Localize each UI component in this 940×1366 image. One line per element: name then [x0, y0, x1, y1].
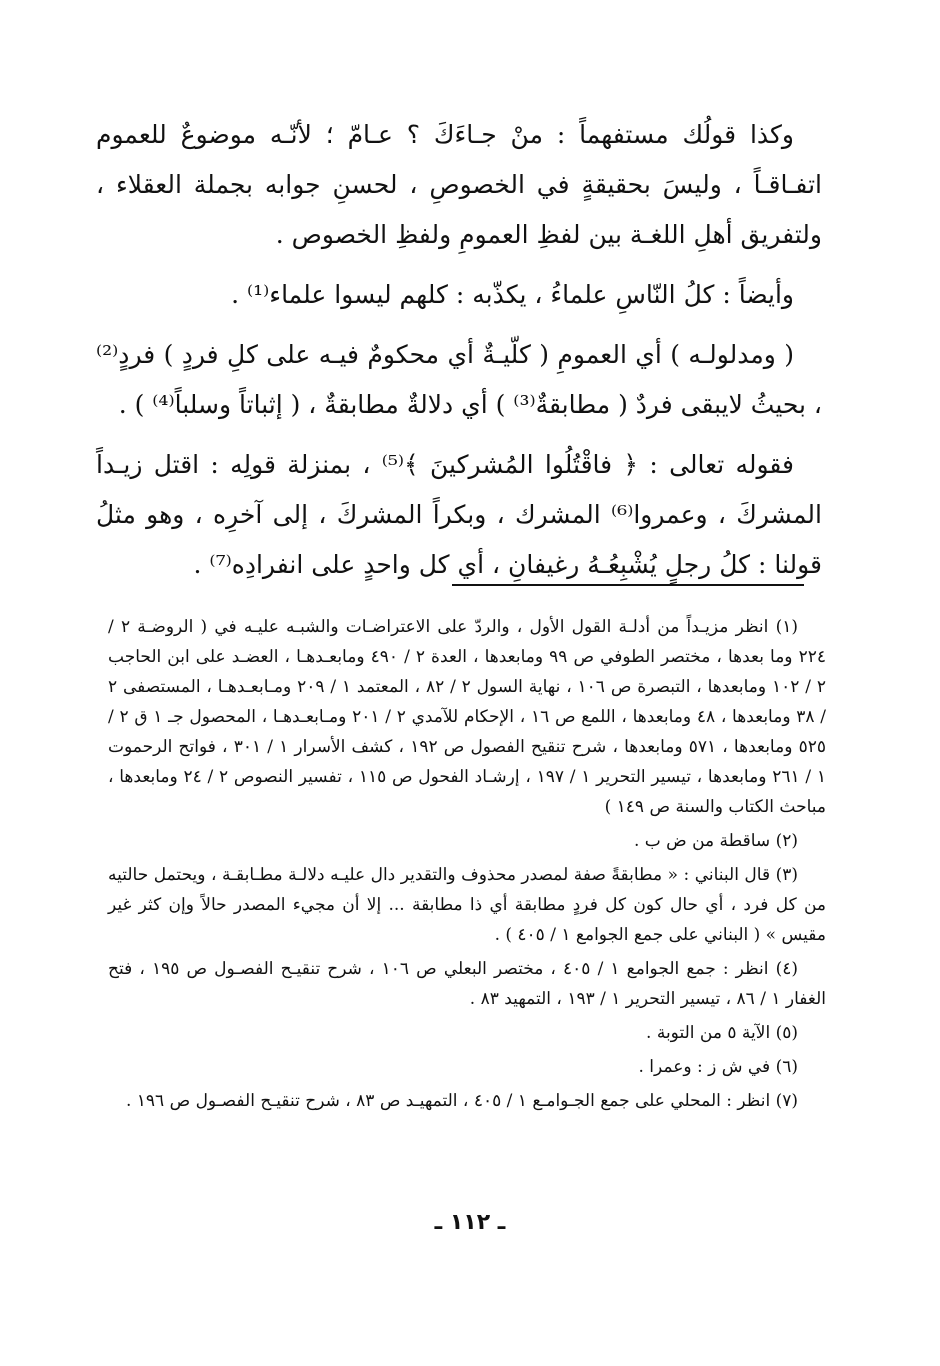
footnote: (١) انظر مزيـداً من أدلـة القول الأول ، والردّ على الاعتراضـات والشبـه عليـه في ( الروضـة ٢ / ٢٢٤ وما بعدها ، مختصر الطوفي ص ٩٩ ومابعدها ، العدة ٢ / ٤٩٠ ومابعـدهـا ، العضـد على ابن الحاجب ٢ / ١٠٢ ومابعدها ، التبصرة ص ١٠٦ ، نهاية السول ٢ / ٨٢ ، المعتمد ١ / ٢٠٩ ومـابعـدهـا ، المستصفى ٢ / ٣٨ ومابعدها ، ٤٨ ومابعدها ، اللمع ص ١٦ ، الإحكام للآمدي ٢ / ٢٠١ ومـابعـدهـا ، المحصول جـ ١ ق ٢ / ٥٢٥ ومابعدها ، ٥٧١ ومابعدها ، شرح تنقيح الفصول ص ١٩٢ ، كشف الأسرار ١ / ٣٠١ ، فواتح الرحموت ١ / ٢٦١ ومابعدها ، تيسير التحرير ١ / ١٩٧ ، إرشـاد الفحول ص ١١٥ ، تفسير النصوص ٢ / ٢٤ ومابعدها ، مباحث الكتاب والسنة ص ١٤٩ ) — [108, 617, 827, 817]
footnote: (٦) في ش ز : وعمرا . — [638, 1057, 798, 1077]
main-text — [96, 110, 822, 600]
footnote-separator — [452, 584, 804, 586]
main-paragraph: ( ومدلولـه ) أي العمومِ ( كلّيـةٌ أي محكومٌ فيـه على كلِ فردٍ ) فردٍ⁽²⁾ ، بحيثُ لايبقى فردٌ ( مطابقةٌ⁽³⁾ ) أي دلالةٌ مطابقةٌ ، ( إثباتاً وسلباً⁽⁴⁾ ) . — [96, 340, 822, 419]
footnote: (٤) انظر : جمع الجوامع ١ / ٤٠٥ ، مختصر البعلي ص ١٠٦ ، شرح تنقيـح الفصـول ص ١٩٥ ، فتح الغفار ١ / ٨٦ ، تيسير التحرير ١ / ١٩٣ ، التمهيد ٨٣ . — [108, 959, 826, 1009]
main-paragraph: وأيضاً : كلُ النّاسِ علماءُ ، يكذّبه : كلهم ليسوا علماء⁽¹⁾ . — [231, 280, 794, 309]
footnote: (٥) الآية ٥ من التوبة . — [646, 1023, 798, 1043]
footnotes — [108, 612, 826, 1120]
main-paragraph: وكذا قولُك مستفهماً : منْ جـاءَكَ ؟ عـامّ ؛ لأنّـه موضوعٌ للعموم اتفـاقـاً ، وليسَ بحقيقةٍ في الخصوصِ ، لحسنِ جوابه بجملة العقلاء ، ولتفريق أهلِ اللغـة بين لفظِ العمومِ ولفظِ الخصوص . — [96, 120, 822, 249]
footnote: (٣) قال البناني : « مطابقةً صفة لمصدر محذوف والتقدير دال عليـه دلالـة مطـابقـة ، ويحتمل حالتيه من كل فرد ، أي حال كون كل فردٍ مطابقة أي ذا مطابقة ... إلا أن مجيء المصدر حالاً وإن كثر غير مقيس » ( البناني على جمع الجوامع ١ / ٤٠٥ ) . — [108, 865, 826, 945]
footnote: (٢) ساقطة من ض ب . — [633, 831, 798, 851]
page-number: ـ ١١٢ ـ — [434, 1210, 506, 1235]
main-paragraph: فقوله تعالى : ﴿ فاقْتُلُوا المُشركينَ ﴾⁽⁵⁾ ، بمنزلة قولِه : اقتل زيـداً المشركَ ، وعمروا⁽⁶⁾ المشرك ، وبكراً المشركَ ، إلى آخرِه ، وهو مثلُ قولنا : كلُ رجلٍ يُشْبِعُـهُ رغيفانِ ، أي كل واحدٍ على انفرادِه⁽⁷⁾ . — [96, 450, 823, 579]
footnote: (٧) انظر : المحلي على جمع الجـوامـع ١ / ٤٠٥ ، التمهيـد ص ٨٣ ، شرح تنقيـح الفصـول ص ١٩٦ . — [125, 1091, 798, 1111]
